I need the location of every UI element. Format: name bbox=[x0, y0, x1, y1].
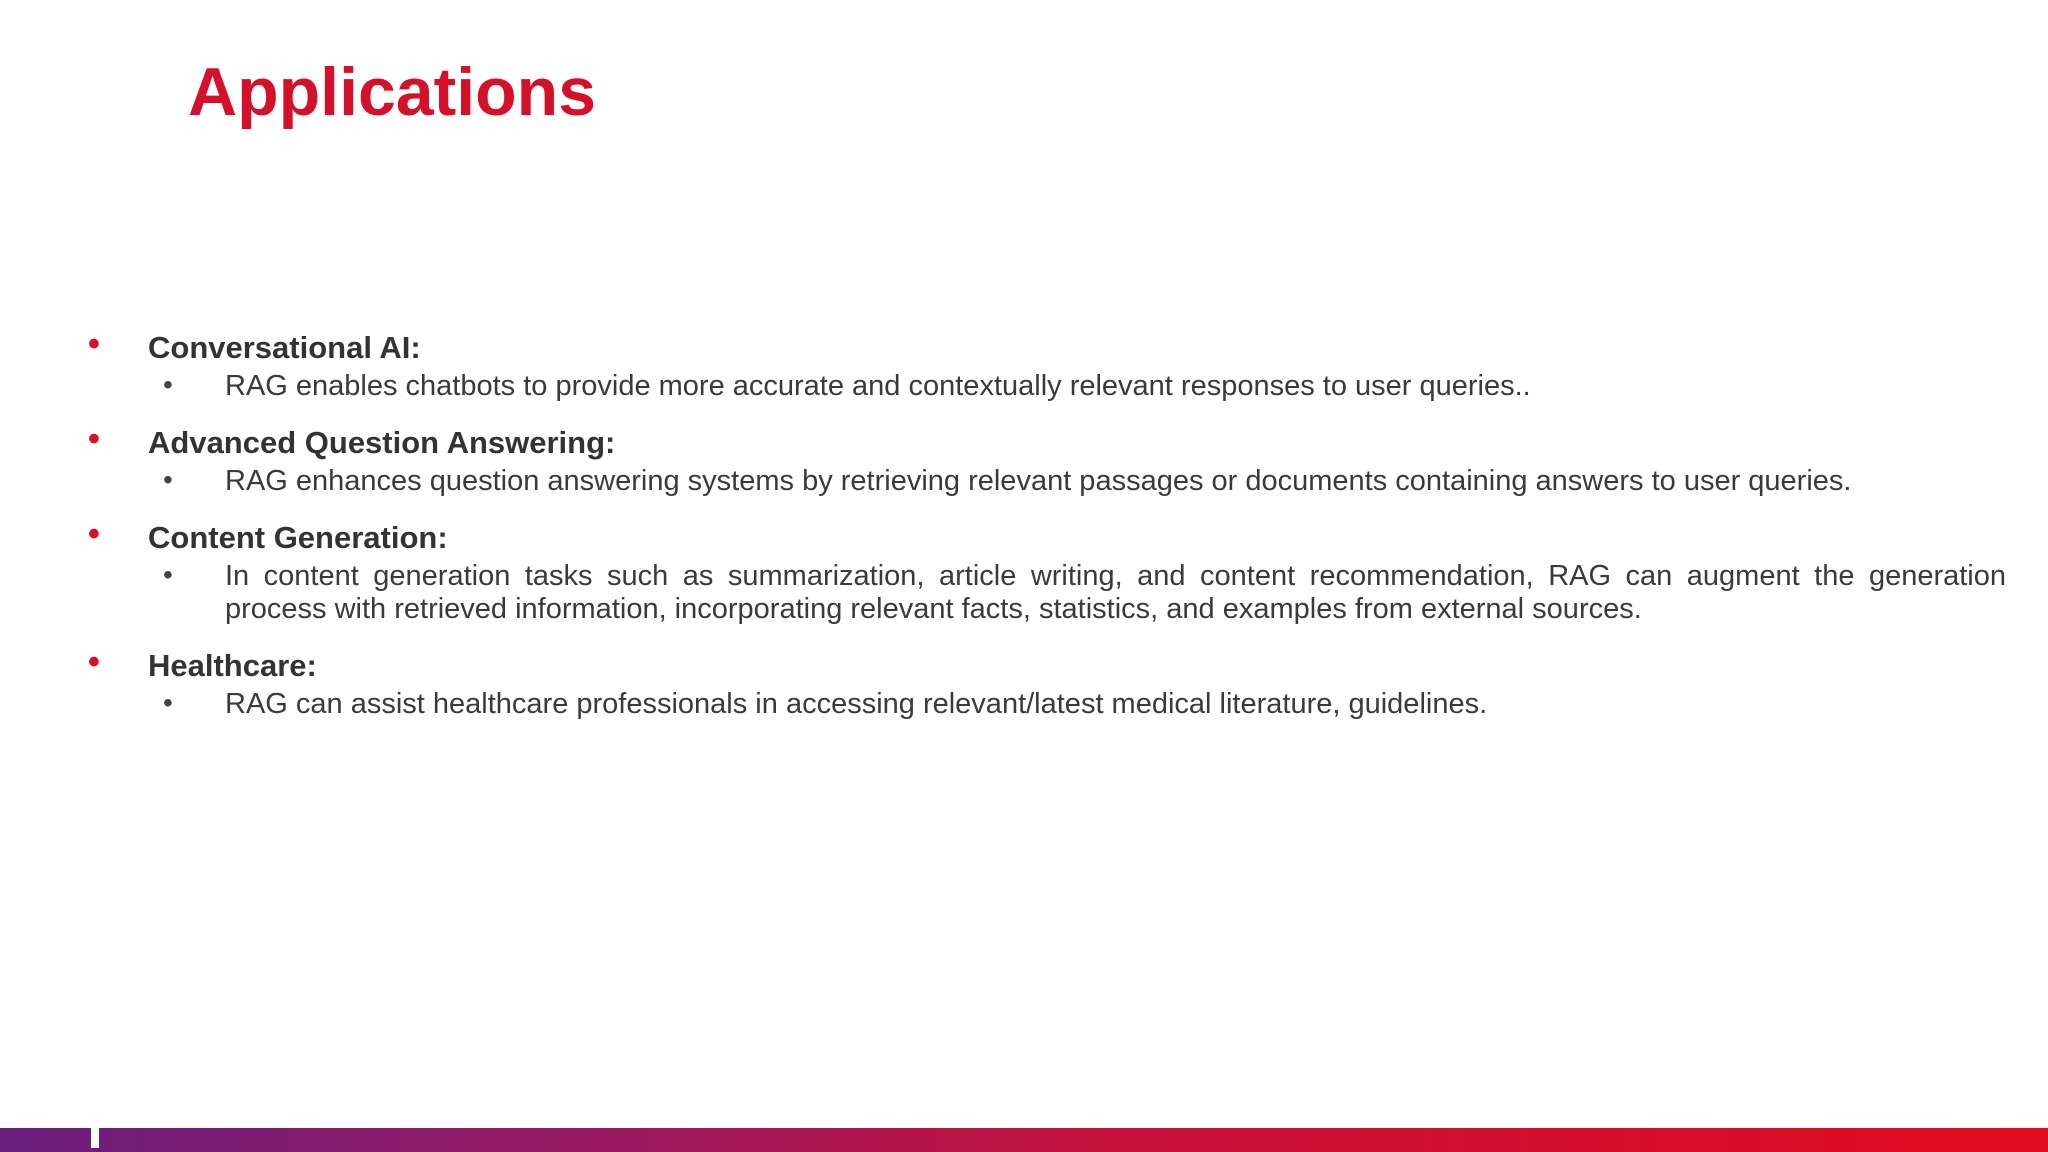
section-heading bbox=[88, 421, 2006, 465]
heading-text: Healthcare: bbox=[148, 648, 317, 683]
sub-bullet-text: RAG can assist healthcare professionals in accessing relevant/latest medical literature, guidelines. bbox=[225, 688, 1488, 720]
section-conversational-ai bbox=[88, 326, 2006, 403]
bullet-gray-icon: • bbox=[163, 464, 173, 495]
section-healthcare bbox=[88, 644, 2006, 721]
sub-bullet-text: In content generation tasks such as summarization, article writing, and content recommendation, RAG can augment the generation process with retrieved information, incorporating relevant facts, statistics, and examples from external sources. bbox=[225, 560, 2006, 625]
footer-gradient-bar bbox=[0, 1128, 2048, 1152]
section-advanced-question-answering bbox=[88, 421, 2006, 498]
section-heading bbox=[88, 516, 2006, 560]
heading-text: Advanced Question Answering: bbox=[148, 425, 616, 460]
bullet-red-icon: • bbox=[88, 515, 100, 553]
sub-bullet bbox=[148, 370, 2006, 403]
footer-tick-mark bbox=[91, 1128, 99, 1148]
sub-bullet bbox=[148, 560, 2006, 626]
sub-bullet bbox=[148, 465, 2006, 498]
bullet-list bbox=[88, 326, 2006, 739]
bullet-gray-icon: • bbox=[163, 369, 173, 400]
heading-text: Conversational AI: bbox=[148, 330, 421, 365]
heading-text: Content Generation: bbox=[148, 520, 448, 555]
bullet-red-icon: • bbox=[88, 420, 100, 458]
section-heading bbox=[88, 644, 2006, 688]
bullet-red-icon: • bbox=[88, 325, 100, 363]
sub-bullet-text: RAG enables chatbots to provide more accurate and contextually relevant responses to user queries.. bbox=[225, 370, 1531, 402]
sub-bullet-text: RAG enhances question answering systems by retrieving relevant passages or documents containing answers to user queries. bbox=[225, 465, 1852, 497]
bullet-gray-icon: • bbox=[163, 687, 173, 718]
bullet-red-icon: • bbox=[88, 643, 100, 681]
slide-title: Applications bbox=[188, 54, 597, 130]
bullet-gray-icon: • bbox=[163, 559, 173, 590]
sub-bullet bbox=[148, 688, 2006, 721]
section-heading bbox=[88, 326, 2006, 370]
section-content-generation bbox=[88, 516, 2006, 626]
